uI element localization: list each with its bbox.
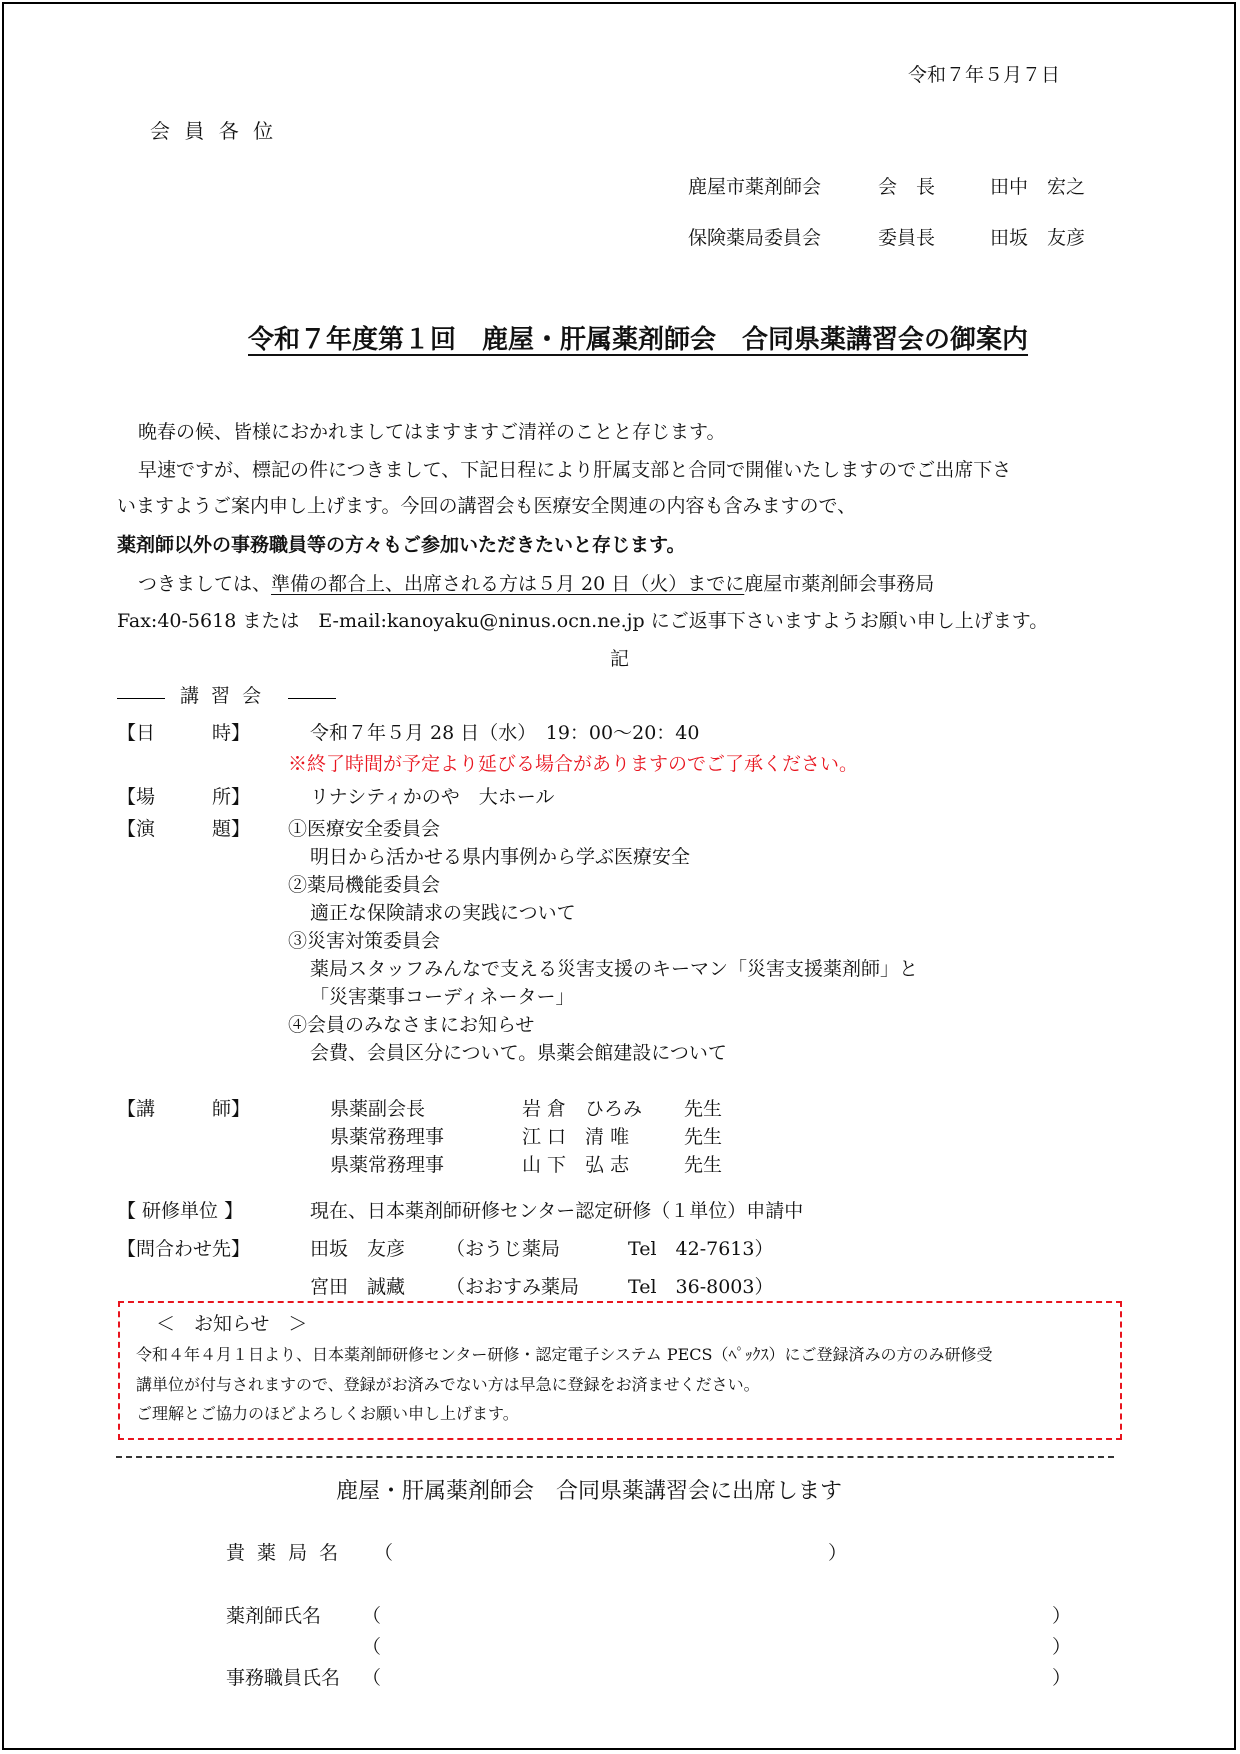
pharmacy-name-open-paren: （ xyxy=(374,1542,394,1564)
pharmacist-name-label: 薬剤師氏名 xyxy=(226,1605,322,1627)
place-label: 【場 所】 xyxy=(117,786,251,808)
sender1-name: 田中 宏之 xyxy=(990,176,1086,198)
sender2-name: 田坂 友彦 xyxy=(990,227,1086,249)
notice-line-2: 講単位が付与されますので、登録がお済みでない方は早急に登録をお済ませください。 xyxy=(136,1375,760,1394)
section-line-left xyxy=(117,698,165,699)
contact-1-name: 田坂 友彦 xyxy=(310,1238,406,1260)
lecturer-1-honorific: 先生 xyxy=(684,1098,723,1120)
reply-heading: 鹿屋・肝属薬剤師会 合同県薬講習会に出席します xyxy=(336,1479,843,1504)
body-line-2: 早速ですが、標記の件につきまして、下記日程により肝属支部と合同で開催いたしますのでご出席下さ xyxy=(138,459,1012,481)
pharmacist-name-open-paren-2: （ xyxy=(362,1636,382,1658)
ki-mark: 記 xyxy=(610,648,630,670)
contact-label: 【問合わせ先】 xyxy=(117,1238,251,1260)
credit-value: 現在、日本薬剤師研修センター認定研修（１単位）申請中 xyxy=(310,1200,804,1222)
pharmacy-name-label: 貴 薬 局 名 xyxy=(226,1542,342,1564)
pharmacist-name-open-paren-1: （ xyxy=(362,1605,382,1627)
contact-2-pharmacy: （おおすみ薬局 xyxy=(446,1276,580,1298)
pharmacist-name-close-paren-2: ） xyxy=(1052,1636,1072,1658)
topic-3-detail-2: 「災害薬事コーディネーター」 xyxy=(310,986,575,1008)
section-line-right xyxy=(288,698,336,699)
body-line-5 xyxy=(138,575,934,594)
lecturer-3-title: 県薬常務理事 xyxy=(330,1154,445,1176)
pharmacy-name-close-paren: ） xyxy=(828,1542,848,1564)
topic-4-detail: 会費、会員区分について。県薬会館建設について xyxy=(310,1042,727,1064)
topic-3-detail: 薬局スタッフみんなで支える災害支援のキーマン「災害支援薬剤師」と xyxy=(310,958,919,980)
lecturer-3-honorific: 先生 xyxy=(684,1154,723,1176)
body-line-6: Fax:40-5618 または E-mail:kanoyaku@ninus.ocn.ne.jp にご返事下さいますようお願い申し上げます。 xyxy=(117,610,1049,632)
body-line-4: 薬剤師以外の事務職員等の方々もご参加いただきたいと存じます。 xyxy=(117,534,686,556)
body-line-5c: 鹿屋市薬剤師会事務局 xyxy=(744,573,935,595)
staff-name-open-paren: （ xyxy=(362,1667,382,1689)
cut-line xyxy=(116,1456,1114,1458)
sender1-role: 会 長 xyxy=(878,176,936,198)
pharmacist-name-close-paren-1: ） xyxy=(1052,1605,1072,1627)
recipient: 会 員 各 位 xyxy=(150,119,278,143)
issue-date: 令和７年５月７日 xyxy=(908,64,1061,86)
credit-label: 【 研修単位 】 xyxy=(117,1200,244,1222)
deadline-text: 準備の都合上、出席される方は５月 20 日（火）までに xyxy=(271,573,745,595)
section-title: 講 習 会 xyxy=(180,685,265,707)
topic-4: ④会員のみなさまにお知らせ xyxy=(288,1014,535,1036)
topic-2: ②薬局機能委員会 xyxy=(288,874,441,896)
place-value: リナシティかのや 大ホール xyxy=(310,786,555,808)
sender2-role: 委員長 xyxy=(878,227,936,249)
body-line-5a: つきましては、 xyxy=(138,573,272,595)
date-value: 令和７年５月 28 日（水） 19：00～20：40 xyxy=(310,722,700,744)
lecturer-3-name: 山 下 弘 志 xyxy=(522,1154,630,1176)
notice-heading: ＜ お知らせ ＞ xyxy=(156,1313,308,1335)
notice-line-3: ご理解とご協力のほどよろしくお願い申し上げます。 xyxy=(136,1404,519,1423)
contact-2-tel: Tel 36-8003） xyxy=(628,1276,774,1298)
topic-2-detail: 適正な保険請求の実践について xyxy=(310,902,576,924)
staff-name-label: 事務職員氏名 xyxy=(226,1667,341,1689)
topic-1-detail: 明日から活かせる県内事例から学ぶ医療安全 xyxy=(310,846,691,868)
body-line-3: いますようご案内申し上げます。今回の講習会も医療安全関連の内容も含みますので、 xyxy=(117,495,857,517)
contact-1-pharmacy: （おうじ薬局 xyxy=(446,1238,561,1260)
notice-line-1: 令和４年４月１日より、日本薬剤師研修センター研修・認定電子システム PECS（ﾍﾟｯｸｽ）にご登録済みの方のみ研修受 xyxy=(136,1345,993,1364)
lecturer-1-name: 岩 倉 ひろみ xyxy=(522,1098,643,1120)
body-line-1: 晩春の候、皆様におかれましてはますますご清祥のことと存じます。 xyxy=(138,421,726,443)
document-title: 令和７年度第１回 鹿屋・肝属薬剤師会 合同県薬講習会の御案内 xyxy=(248,325,1029,355)
date-note: ※終了時間が予定より延びる場合がありますのでご了承ください。 xyxy=(288,753,859,775)
topic-label: 【演 題】 xyxy=(117,818,251,840)
contact-2-name: 宮田 誠藏 xyxy=(310,1276,406,1298)
staff-name-close-paren: ） xyxy=(1052,1667,1072,1689)
date-label: 【日 時】 xyxy=(117,722,251,744)
topic-1: ①医療安全委員会 xyxy=(288,818,441,840)
lecturer-2-name: 江 口 清 唯 xyxy=(522,1126,630,1148)
lecturer-1-title: 県薬副会長 xyxy=(330,1098,426,1120)
contact-1-tel: Tel 42-7613） xyxy=(628,1238,774,1260)
lecturer-label: 【講 師】 xyxy=(117,1098,251,1120)
topic-3: ③災害対策委員会 xyxy=(288,930,441,952)
lecturer-2-title: 県薬常務理事 xyxy=(330,1126,445,1148)
sender1-org: 鹿屋市薬剤師会 xyxy=(688,176,822,198)
sender2-org: 保険薬局委員会 xyxy=(688,227,822,249)
lecturer-2-honorific: 先生 xyxy=(684,1126,723,1148)
